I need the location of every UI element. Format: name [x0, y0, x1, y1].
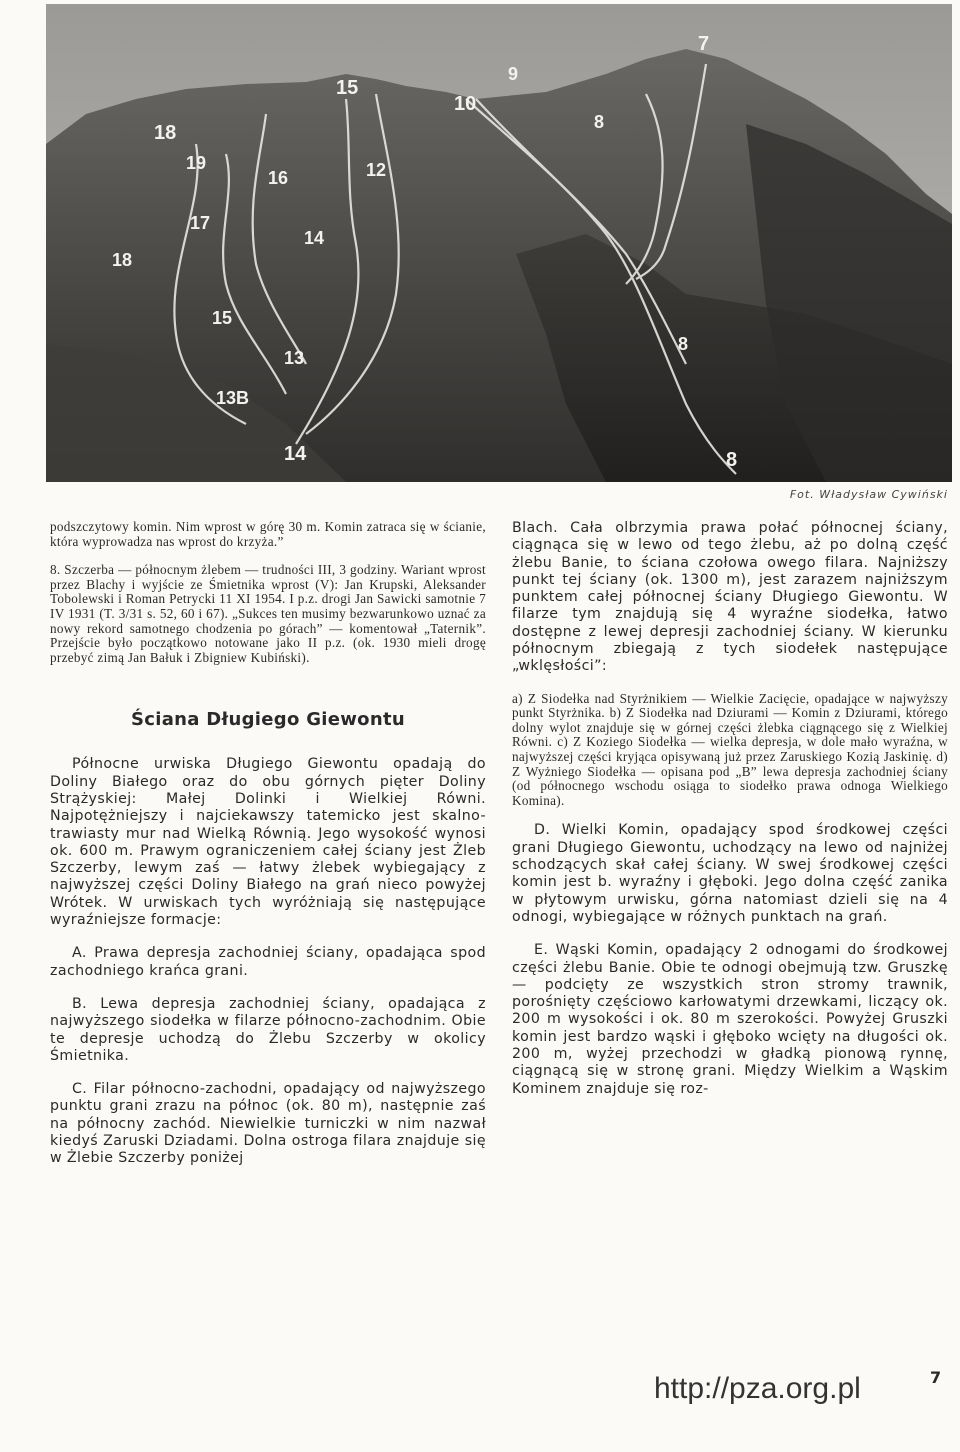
section-heading: Ściana Długiego Giewontu — [131, 709, 405, 731]
formation-e: E. Wąski Komin, opadający 2 odnogami do środkowej części żlebu Banie. Obie te odnogi obejmują tzw. Gruszkę — podcięty ze wszystkich stron stromy trawnik, porośnięty częściowo karłowatymi drzewkami, liczący ok. 200 m wysokości i ok. 80 m szerokości. Powyżej Gruszki komin jest bardzo wąski i głęboko wcięty na długości ok. 200 m, wyżej przechodzi w gładką pionową rynnę, ciągnącą się w stronę grani. Między Wielkim a Wąskim Kominem znajduje się roz- — [512, 942, 948, 1097]
route-label-12: 12 — [366, 160, 387, 180]
depressions-list: a) Z Siodełka nad Styrżnikiem — Wielkie Zacięcie, opadające w najwyższy punkt Styrżnika. b) Z Siodełka nad Dziurami — Komin z Dziurami, którego dolny wylot znajduje się w górnej części żlebka ciągnącego się z Wielkiej Równi. c) Z Koziego Siodełka — wielka depresja, w dole mało wyraźna, w najwyższej części kryjąca opisywaną już przez Zaruskiego Kozią Jaskinię. d) Z Wyżniego Siodełka — opisana pod „B” lewa depresja zachodniej ściany (od północnego wschodu osiąga to siodełko prawa odnoga Wielkiego Komina). — [512, 690, 948, 808]
formation-c: C. Filar północno-zachodni, opadający od najwyższego punktu grani zrazu na północ (ok. 80 m), następnie zaś na północny zachód. Niewielkie turniczki w nim nazwał kiedyś Zaruski Dziadami. Dolna ostroga filara znajduje się w Żlebie Szczerby poniżej — [50, 1081, 486, 1167]
formation-d: D. Wielki Komin, opadający spod środkowej części grani Długiego Giewontu, uchodzący na lewo od najniżej schodzących skał całej ściany. W swej środkowej części komin jest b. wyraźny i głęboki. Jego dolna część zanika w płytowym urwisku, górna natomiast dzieli się na 4 odnogi, wybiegające w różnych punktach na grań. — [512, 822, 948, 925]
right-column — [512, 520, 948, 1114]
pillar-description: Blach. Cała olbrzymia prawa połać północnej ściany, ciągnąca się w lewo od tego żlebu, aż po dolną część żlebu Banie, to ściana czołowa owego filara. Najniższy punkt tej ściany (ok. 1300 m), jest zarazem najniższym punktem całej północnej ściany Długiego Giewontu. W filarze tym znajdują się 4 wyraźne siodełka, łatwo dostępne z lewej depresji zachodniej ściany. W kierunku północnym zbiegają z tych siodełek następujące „wklęsłości”: — [512, 520, 948, 675]
route-label-18b: 18 — [112, 250, 133, 270]
route-8-desc: 8. Szczerba — północnym żlebem — trudności III, 3 godziny. Wariant wprost przez Blachy i wyjście ze Śmietnika wprost (V): Jan Krupski, Aleksander Tobolewski i Roman Petrycki 11 XI 1954. I p.z. drogi Jan Sawicki samotnie 7 IV 1931 (T. 3/31 s. 52, 60 i 67). „Sukces ten musimy bezwarunkowo uznać za nowy rekord samotnego chodzenia po górach” — komentował „Taternik”. Przejście było początkowo notowane jako II p.z. (ok. 1930 mieli drogę przebyć zimą Jan Bałuk i Zbigniew Kubiński). — [50, 562, 486, 665]
route-label-9: 9 — [508, 64, 519, 84]
giewont-north-face-photo — [46, 4, 952, 482]
route-label-19: 19 — [186, 153, 207, 173]
left-column — [50, 520, 486, 1184]
route-label-7: 7 — [698, 33, 710, 55]
mountain-photo — [46, 4, 952, 482]
route-label-17: 17 — [190, 213, 211, 233]
photo-caption: Fot. Władysław Cywiński — [789, 488, 948, 501]
intro-paragraph: Północne urwiska Długiego Giewontu opadają do Doliny Białego oraz do obu górnych pięter Doliny Strążyskiej: Małej Dolinki i Wielkiej Równi. Najpotężniejszy i najciekawszy tatemicko jest skalno-trawiasty mur nad Wielką Równią. Jego wysokość wynosi ok. 600 m. Prawym ograniczeniem całej ściany jest Żleb Szczerby, lewym zaś — łatwy żlebek wybiegający z najwyższej części Doliny Białego na grań nieco powyżej Wrótek. W urwiskach tych wyróżniają się następujące wyraźniejsze formacje: — [50, 756, 486, 929]
route-label-8: 8 — [594, 112, 605, 132]
source-url: http://pza.org.pl — [654, 1372, 861, 1405]
route-label-15b: 15 — [212, 308, 233, 328]
route-label-15: 15 — [336, 77, 359, 99]
route-label-14: 14 — [304, 228, 325, 248]
route-label-16: 16 — [268, 168, 289, 188]
route-label-10: 10 — [454, 93, 477, 115]
route-label-13b: 13B — [216, 388, 250, 408]
route-label-8c: 8 — [726, 449, 738, 471]
page-number: 7 — [930, 1368, 942, 1387]
route-label-13: 13 — [284, 348, 305, 368]
formation-a: A. Prawa depresja zachodniej ściany, opadająca spod zachodniego krańca grani. — [50, 945, 486, 979]
route-label-18: 18 — [154, 122, 177, 144]
formation-b: B. Lewa depresja zachodniej ściany, opadająca z najwyższego siodełka w filarze północno-zachodnim. Obie te depresje uchodzą do Żlebu Szczerby w okolicy Śmietnika. — [50, 995, 486, 1064]
route-label-8b: 8 — [678, 334, 689, 354]
route-label-14b: 14 — [284, 443, 307, 465]
route-desc-end: podszczytowy komin. Nim wprost w górę 30 m. Komin zatraca się w ścianie, która wyprowadza nas wprost do krzyża.” — [50, 519, 486, 549]
